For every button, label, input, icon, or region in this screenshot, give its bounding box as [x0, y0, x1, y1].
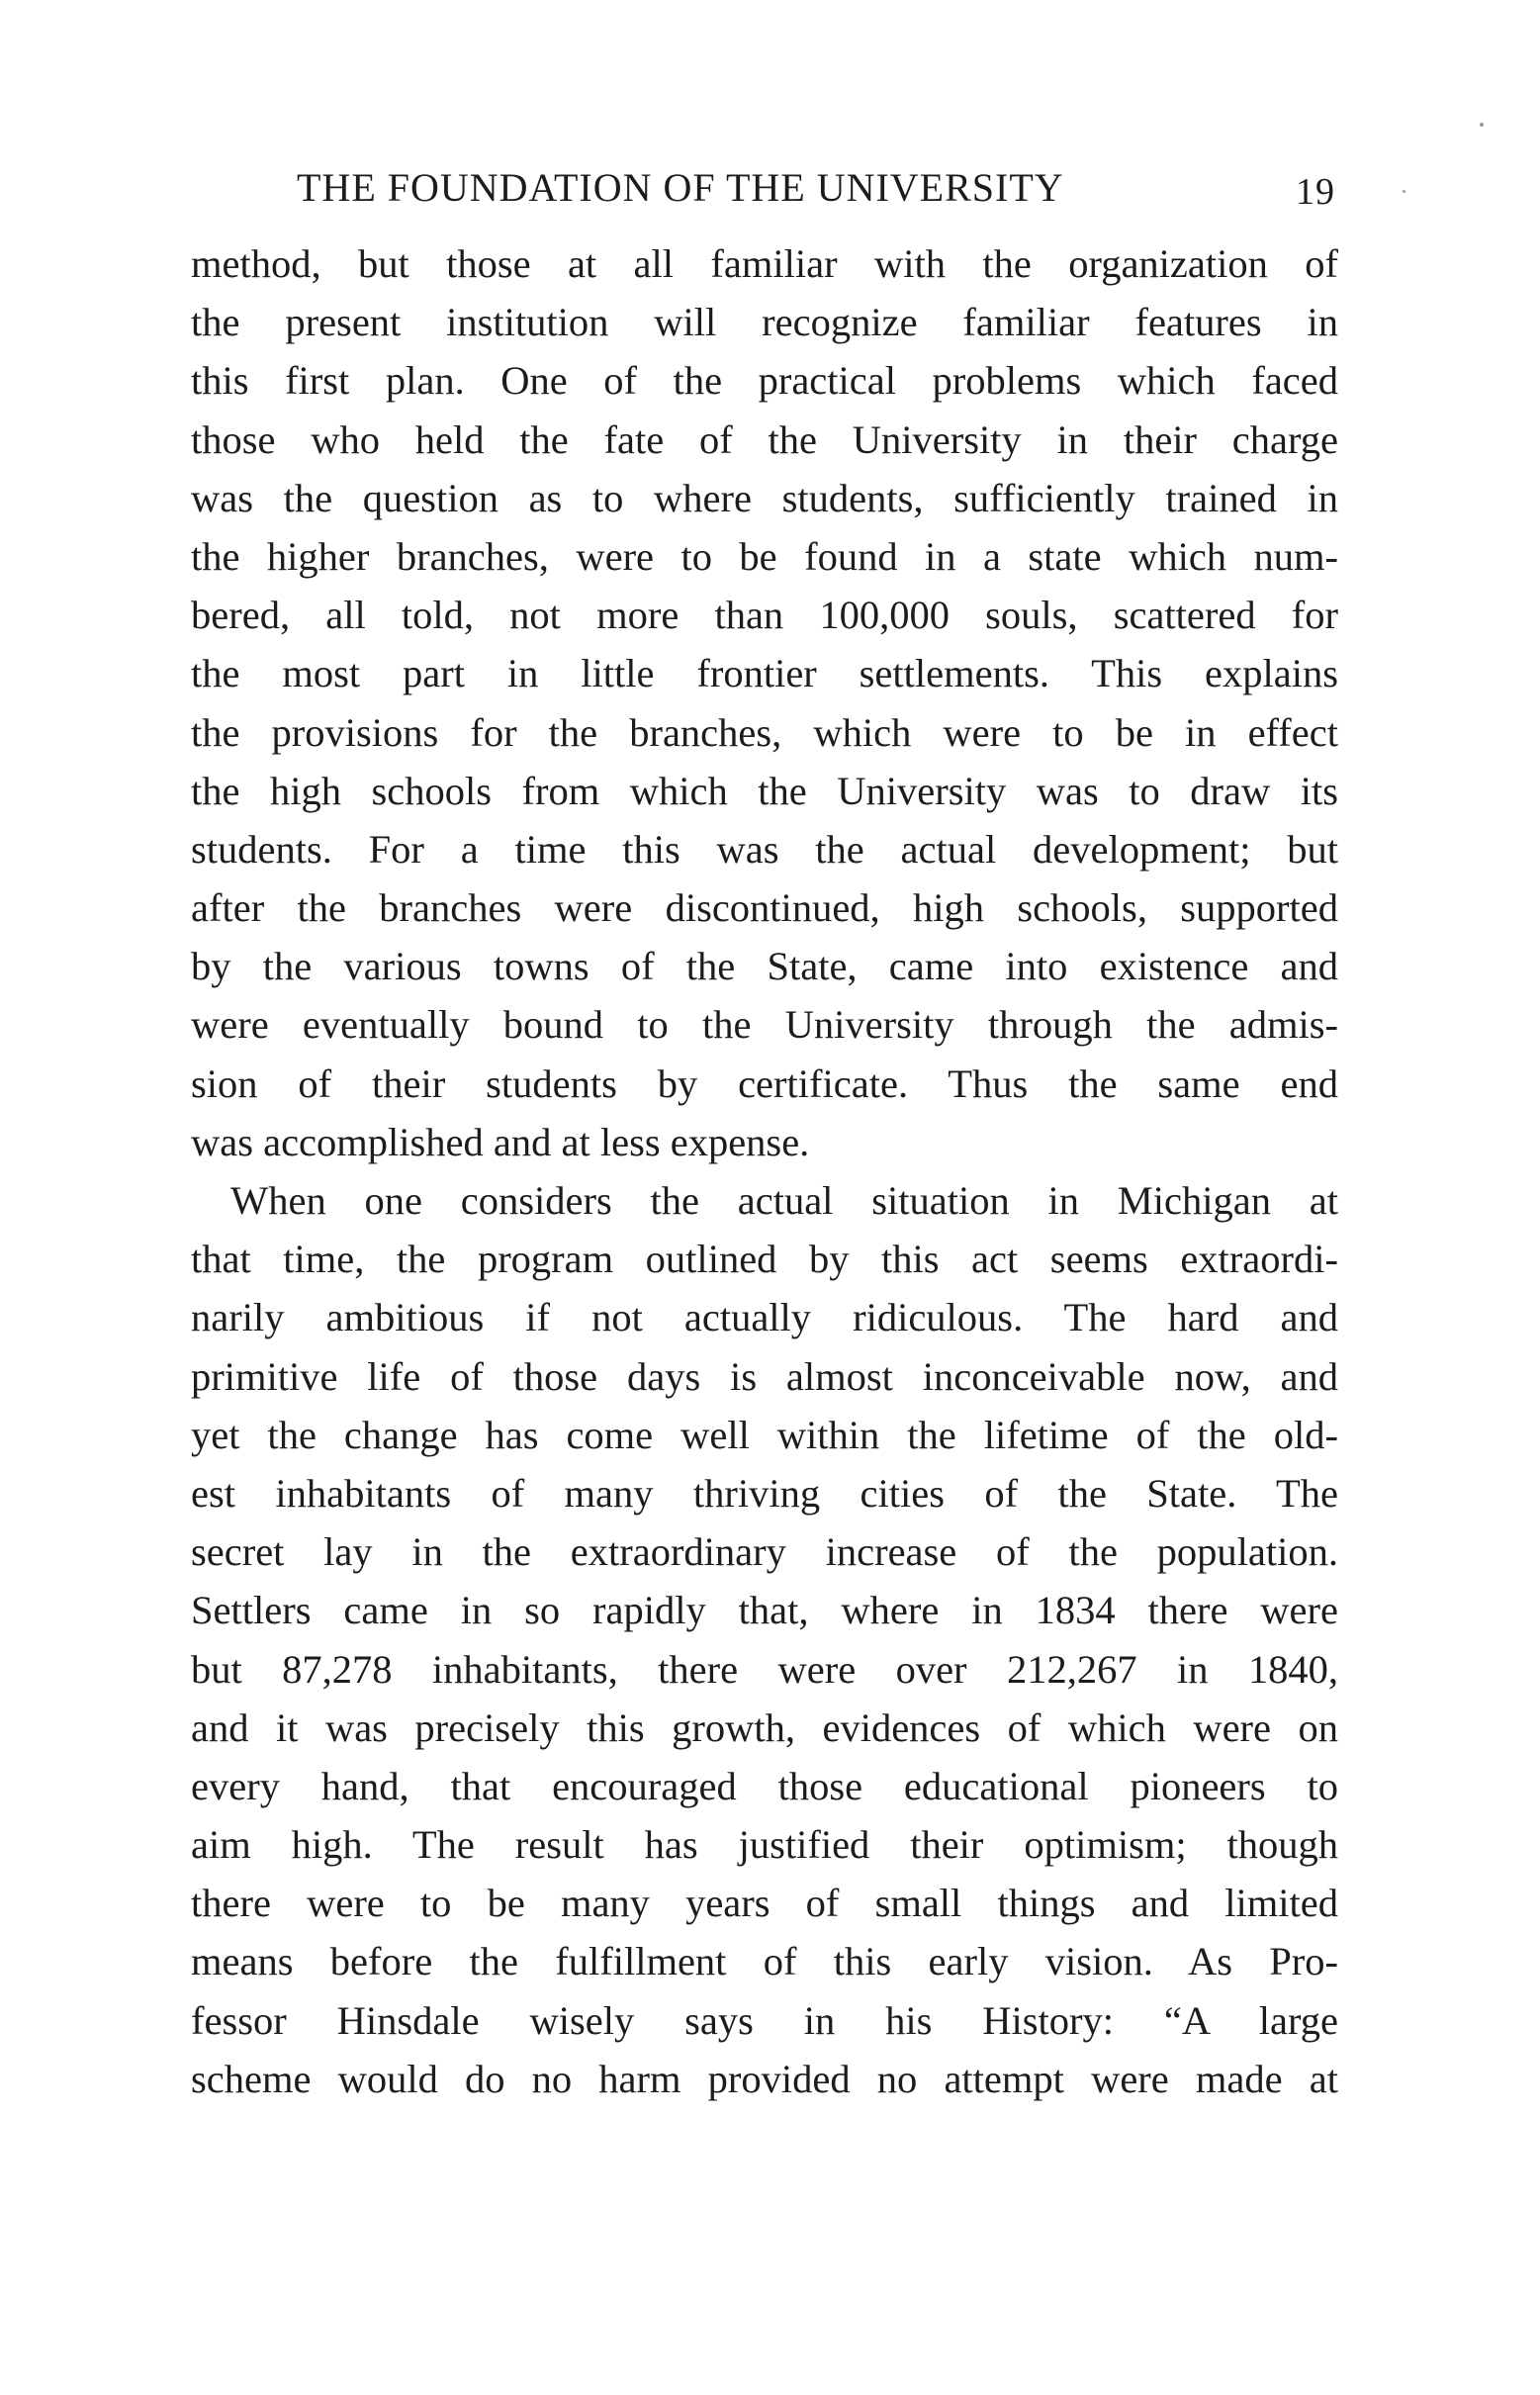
text-line: were eventually bound to the University through the admis-: [191, 1002, 1338, 1048]
text-line: method, but those at all familiar with the organization of: [191, 241, 1338, 286]
text-line: sion of their students by certificate. Thus the same end: [191, 1060, 1338, 1106]
text-line: Settlers came in so rapidly that, where in 1834 there were: [191, 1588, 1338, 1633]
text-line: was the question as to where students, sufficiently trained in: [191, 475, 1338, 520]
text-line: aim high. The result has justified their optimism; though: [191, 1822, 1338, 1868]
text-line: bered, all told, not more than 100,000 souls, scattered for: [191, 593, 1338, 638]
text-line: by the various towns of the State, came into existence and: [191, 944, 1338, 989]
text-line: fessor Hinsdale wisely says in his History: “A large: [191, 1997, 1338, 2043]
text-line: scheme would do no harm provided no attempt were made at: [191, 2056, 1338, 2101]
text-line: that time, the program outlined by this act seems extraordi-: [191, 1237, 1338, 1282]
text-line: the most part in little frontier settlements. This explains: [191, 651, 1338, 696]
paragraph: [191, 234, 1338, 1171]
body-text: [191, 234, 1338, 2108]
text-line: the provisions for the branches, which were to be in effect: [191, 709, 1338, 755]
text-line: was accomplished and at less expense.: [191, 1119, 810, 1164]
text-line: est inhabitants of many thriving cities of the State. The: [191, 1470, 1338, 1516]
paper-speck: [1403, 190, 1405, 193]
text-line: means before the fulfillment of this early vision. As Pro-: [191, 1939, 1338, 1984]
text-line: students. For a time this was the actual development; but: [191, 826, 1338, 872]
text-line: yet the change has come well within the lifetime of the old-: [191, 1412, 1338, 1457]
text-line: narily ambitious if not actually ridiculous. The hard and: [191, 1295, 1338, 1340]
text-line: those who held the fate of the University in their charge: [191, 416, 1338, 462]
text-line: secret lay in the extraordinary increase of the population.: [191, 1529, 1338, 1575]
text-line: and it was precisely this growth, evidences of which were on: [191, 1704, 1338, 1750]
text-line: primitive life of those days is almost inconceivable now, and: [191, 1353, 1338, 1399]
text-line: but 87,278 inhabitants, there were over 212,267 in 1840,: [191, 1646, 1338, 1692]
running-head: [297, 158, 1335, 218]
paper-speck: [1480, 123, 1484, 127]
paragraph: [191, 1171, 1338, 2108]
page-number: 19: [1296, 171, 1335, 213]
text-line: after the branches were discontinued, high schools, supported: [191, 885, 1338, 931]
text-line: the present institution will recognize familiar features in: [191, 300, 1338, 345]
text-line: there were to be many years of small things and limited: [191, 1881, 1338, 1926]
running-head-title: THE FOUNDATION OF THE UNIVERSITY: [297, 165, 1064, 210]
text-line: every hand, that encouraged those educational pioneers to: [191, 1763, 1338, 1808]
text-line: the higher branches, were to be found in a state which num-: [191, 533, 1338, 579]
text-line: this first plan. One of the practical problems which faced: [191, 358, 1338, 404]
text-line: the high schools from which the University was to draw its: [191, 768, 1338, 813]
text-line: When one considers the actual situation in Michigan at: [230, 1178, 1338, 1223]
